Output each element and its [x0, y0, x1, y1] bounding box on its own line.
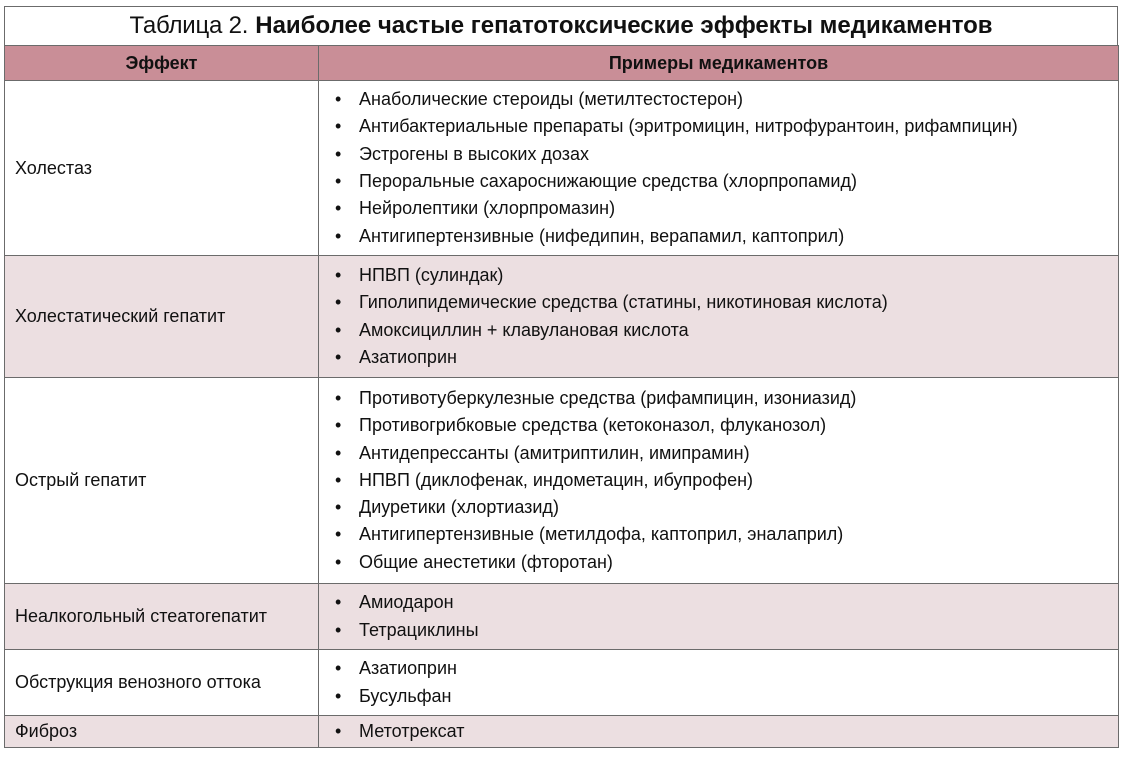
drug-list-item: • Азатиоприн [331, 655, 1118, 682]
drug-list-item: • Антибактериальные препараты (эритромицин, нитрофурантоин, рифампицин) [331, 113, 1118, 140]
drug-list [331, 718, 1118, 745]
header-effect: Эффект [5, 46, 319, 81]
drug-list-item: • Азатиоприн [331, 344, 1118, 371]
drugs-cell [319, 81, 1119, 256]
table-row [5, 584, 1119, 650]
drug-list-item: • Антидепрессанты (амитриптилин, имипрамин) [331, 440, 1118, 467]
drug-list-item: • Амиодарон [331, 589, 1118, 616]
drugs-cell [319, 378, 1119, 584]
drug-list-item: • Бусульфан [331, 683, 1118, 710]
drug-list-item: • Нейролептики (хлорпромазин) [331, 195, 1118, 222]
drugs-cell [319, 256, 1119, 378]
table-title-prefix: Таблица 2. [129, 12, 249, 39]
drugs-cell [319, 650, 1119, 716]
drug-list-item: • Общие анестетики (фторотан) [331, 549, 1118, 576]
table-container [4, 6, 1118, 748]
table-row [5, 81, 1119, 256]
drug-list [331, 262, 1118, 371]
table-row [5, 256, 1119, 378]
drug-list [331, 655, 1118, 710]
table-title [4, 6, 1118, 45]
effect-cell: Холестаз [5, 81, 319, 256]
table-body [5, 81, 1119, 748]
table-row [5, 716, 1119, 748]
drug-list-item: • НПВП (диклофенак, индометацин, ибупрофен) [331, 467, 1118, 494]
table-row [5, 650, 1119, 716]
table-title-main: Наиболее частые гепатотоксические эффекты медикаментов [255, 12, 993, 39]
drug-list-item: • Пероральные сахароснижающие средства (хлорпропамид) [331, 168, 1118, 195]
header-examples: Примеры медикаментов [319, 46, 1119, 81]
drug-list-item: • НПВП (сулиндак) [331, 262, 1118, 289]
effect-cell: Холестатический гепатит [5, 256, 319, 378]
hepatotoxic-effects-table [4, 45, 1119, 748]
effect-cell: Неалкогольный стеатогепатит [5, 584, 319, 650]
drugs-cell [319, 584, 1119, 650]
drug-list-item: • Анаболические стероиды (метилтестостерон) [331, 86, 1118, 113]
drug-list [331, 385, 1118, 576]
effect-cell: Обструкция венозного оттока [5, 650, 319, 716]
header-row [5, 46, 1119, 81]
drug-list [331, 86, 1118, 250]
drug-list-item: • Антигипертензивные (метилдофа, каптоприл, эналаприл) [331, 521, 1118, 548]
drug-list-item: • Противогрибковые средства (кетоконазол, флуканозол) [331, 412, 1118, 439]
drug-list-item: • Противотуберкулезные средства (рифампицин, изониазид) [331, 385, 1118, 412]
table-row [5, 378, 1119, 584]
effect-cell: Фиброз [5, 716, 319, 748]
effect-cell: Острый гепатит [5, 378, 319, 584]
drug-list-item: • Диуретики (хлортиазид) [331, 494, 1118, 521]
drug-list-item: • Амоксициллин + клавулановая кислота [331, 317, 1118, 344]
drug-list-item: • Эстрогены в высоких дозах [331, 141, 1118, 168]
drugs-cell [319, 716, 1119, 748]
drug-list-item: • Тетрациклины [331, 617, 1118, 644]
drug-list [331, 589, 1118, 644]
drug-list-item: • Антигипертензивные (нифедипин, верапамил, каптоприл) [331, 223, 1118, 250]
drug-list-item: • Гиполипидемические средства (статины, никотиновая кислота) [331, 289, 1118, 316]
drug-list-item: • Метотрексат [331, 718, 1118, 745]
